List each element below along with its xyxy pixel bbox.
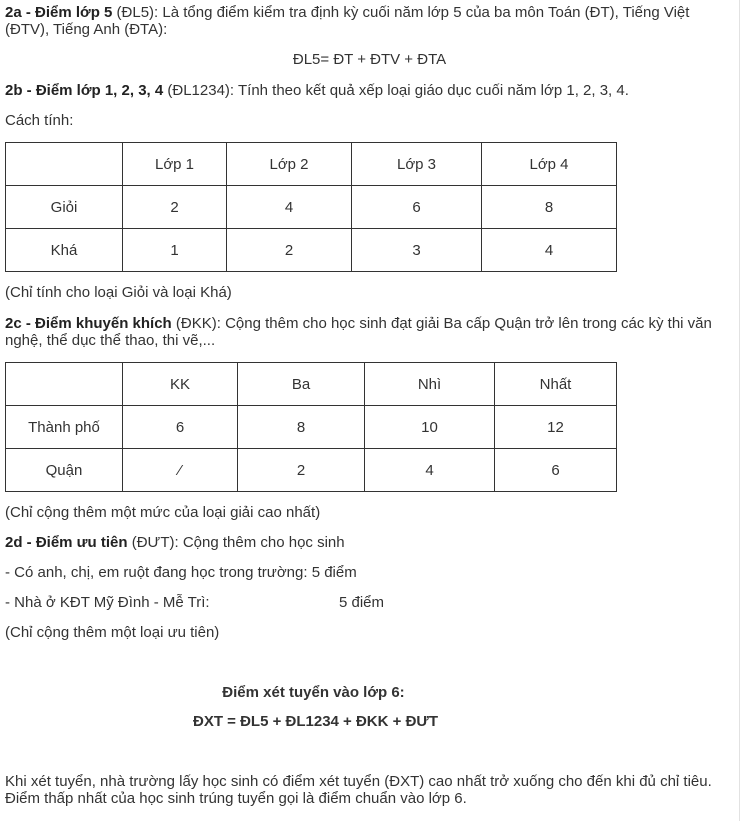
table-cell	[6, 143, 123, 186]
section-2d	[5, 534, 735, 551]
table-cell: 4	[365, 449, 495, 492]
table-row-label: Quận	[6, 449, 123, 492]
table-row	[6, 363, 617, 406]
section-2c	[5, 315, 735, 349]
table-row-label: Khá	[6, 229, 123, 272]
table-cell: 6	[352, 186, 482, 229]
table-cell: 8	[238, 406, 365, 449]
priority-item-sibling: - Có anh, chị, em ruột đang học trong trường: 5 điểm	[5, 564, 357, 581]
priority-item-residence	[5, 594, 735, 611]
table-cell: 4	[482, 229, 617, 272]
table-row-label: Thành phố	[6, 406, 123, 449]
section-2d-note: (Chỉ cộng thêm một loại ưu tiên)	[5, 624, 220, 641]
table-row	[6, 143, 617, 186]
table-cell: 1	[123, 229, 227, 272]
table-cell: ⁄	[123, 449, 238, 492]
section-2b-heading: 2b - Điểm lớp 1, 2, 3, 4	[5, 82, 164, 99]
table-header-cell: Lớp 3	[352, 143, 482, 186]
table-cell: 4	[227, 186, 352, 229]
section-2b	[5, 82, 735, 99]
table-cell: 3	[352, 229, 482, 272]
section-2c-heading: 2c - Điểm khuyến khích	[5, 315, 172, 332]
table-header-cell: Nhất	[495, 363, 617, 406]
grade-table	[5, 142, 617, 272]
table-header-cell: Lớp 1	[123, 143, 227, 186]
table-header-cell: Lớp 4	[482, 143, 617, 186]
section-2c-text: (ĐKK): Cộng thêm cho học sinh đạt giải Ba cấp Quận trở lên trong các kỳ thi văn nghệ, thể dục thể thao, thi vẽ,...	[5, 315, 712, 349]
table-row	[6, 186, 617, 229]
final-formula: ĐXT = ĐL5 + ĐL1234 + ĐKK + ĐƯT	[192, 713, 439, 730]
section-2a-text: (ĐL5): Là tổng điểm kiểm tra định kỳ cuối năm lớp 5 của ba môn Toán (ĐT), Tiếng Việt (ĐTV), Tiếng Anh (ĐTA):	[5, 4, 690, 38]
table-header-cell: Nhì	[365, 363, 495, 406]
section-2b-note: (Chỉ tính cho loại Giỏi và loại Khá)	[5, 284, 232, 301]
priority-item-residence-value: 5 điểm	[339, 594, 385, 611]
table-cell: 2	[238, 449, 365, 492]
table-header-cell: Ba	[238, 363, 365, 406]
section-2d-heading: 2d - Điểm ưu tiên	[5, 534, 128, 551]
table-row	[6, 229, 617, 272]
table-cell: 2	[123, 186, 227, 229]
table-cell	[6, 363, 123, 406]
table-header-cell: KK	[123, 363, 238, 406]
table-cell: 6	[123, 406, 238, 449]
table-row-label: Giỏi	[6, 186, 123, 229]
table-row	[6, 406, 617, 449]
table-row	[6, 449, 617, 492]
section-2d-text: (ĐƯT): Cộng thêm cho học sinh	[127, 534, 345, 551]
section-2c-note: (Chỉ cộng thêm một mức của loại giải cao nhất)	[5, 504, 321, 521]
formula-dl5: ĐL5= ĐT + ĐTV + ĐTA	[292, 51, 447, 68]
section-2a-heading: 2a - Điểm lớp 5	[5, 4, 113, 21]
final-title: Điểm xét tuyển vào lớp 6:	[222, 684, 405, 701]
section-2a	[5, 4, 735, 38]
closing-paragraph: Khi xét tuyển, nhà trường lấy học sinh có điểm xét tuyển (ĐXT) cao nhất trở xuống cho đến khi đủ chỉ tiêu. Điểm thấp nhất của học sinh trúng tuyển gọi là điểm chuẩn vào lớp 6.	[5, 773, 712, 807]
table-cell: 2	[227, 229, 352, 272]
priority-item-residence-label: - Nhà ở KĐT Mỹ Đình - Mễ Trì:	[5, 594, 210, 611]
table-cell: 8	[482, 186, 617, 229]
table-cell: 6	[495, 449, 617, 492]
award-table	[5, 362, 617, 492]
method-label: Cách tính:	[5, 112, 74, 129]
table-cell: 12	[495, 406, 617, 449]
table-header-cell: Lớp 2	[227, 143, 352, 186]
table-cell: 10	[365, 406, 495, 449]
section-2b-text: (ĐL1234): Tính theo kết quả xếp loại giáo dục cuối năm lớp 1, 2, 3, 4.	[163, 82, 629, 99]
